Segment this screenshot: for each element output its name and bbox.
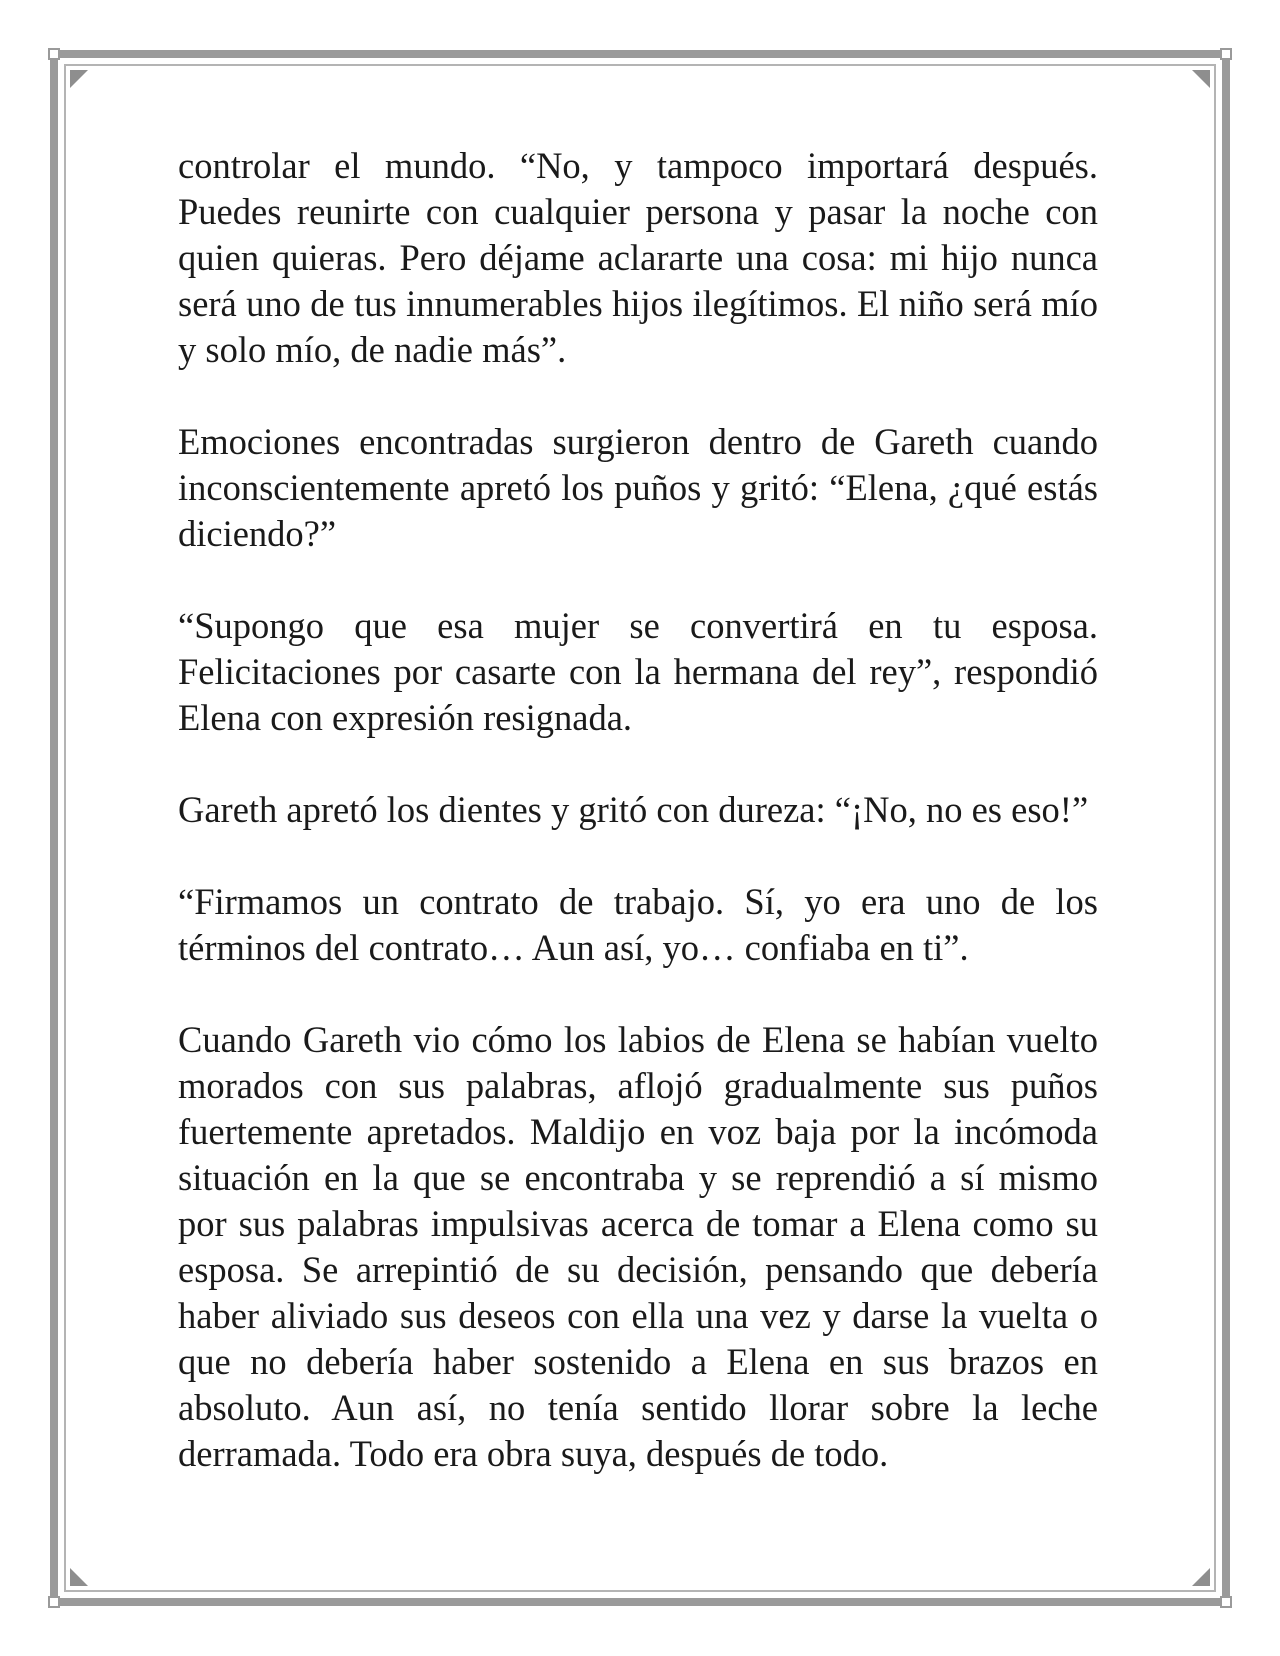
paragraph-4: Gareth apretó los dientes y gritó con dureza: “¡No, no es eso!” — [178, 789, 1089, 830]
corner-triangle-bottom-right — [1192, 1568, 1210, 1586]
corner-triangle-top-left — [70, 70, 88, 88]
corner-ornament-bottom-left — [48, 1596, 60, 1608]
paragraph-2: Emociones encontradas surgieron dentro de Gareth cuando inconscientemente apretó los puños y gritó: “Elena, ¿qué estás diciendo?” — [178, 421, 1098, 554]
paragraph-3: “Supongo que esa mujer se convertirá en tu esposa. Felicitaciones por casarte con la hermana del rey”, respondió Elena con expresión resignada. — [178, 605, 1098, 738]
corner-ornament-bottom-right — [1220, 1596, 1232, 1608]
corner-ornament-top-right — [1220, 48, 1232, 60]
paragraph-6: Cuando Gareth vio cómo los labios de Elena se habían vuelto morados con sus palabras, aflojó gradualmente sus puños fuertemente apretados. Maldijo en voz baja por la incómoda situación en la que se encontraba y se reprendió a sí mismo por sus palabras impulsivas acerca de tomar a Elena como su esposa. Se arrepintió de su decisión, pensando que debería haber aliviado sus deseos con ella una vez y darse la vuelta o que no debería haber sostenido a Elena en sus brazos en absoluto. Aun así, no tenía sentido llorar sobre la leche derramada. Todo era obra suya, después de todo. — [178, 1019, 1098, 1474]
page-text — [178, 143, 1098, 1477]
paragraph-1: controlar el mundo. “No, y tampoco importará después. Puedes reunirte con cualquier persona y pasar la noche con quien quieras. Pero déjame aclararte una cosa: mi hijo nunca será uno de tus innumerables hijos ilegítimos. El niño será mío y solo mío, de nadie más”. — [178, 145, 1098, 370]
paragraph-5: “Firmamos un contrato de trabajo. Sí, yo era uno de los términos del contrato… Aun así, yo… confiaba en ti”. — [178, 881, 1098, 968]
corner-ornament-top-left — [48, 48, 60, 60]
corner-triangle-bottom-left — [70, 1568, 88, 1586]
corner-triangle-top-right — [1192, 70, 1210, 88]
